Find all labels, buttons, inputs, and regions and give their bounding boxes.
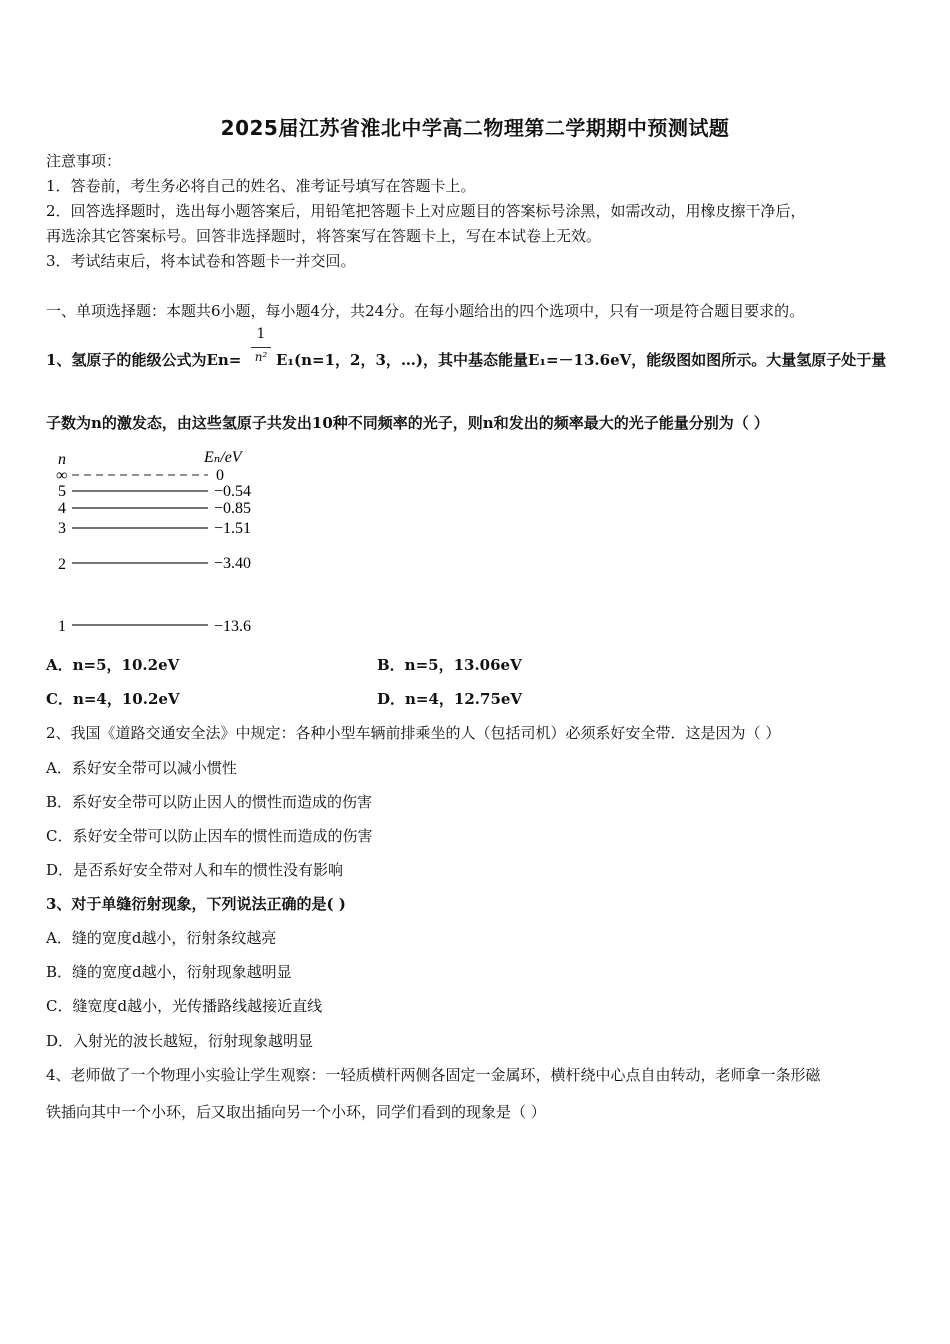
q1-option-d: D．n=4，12.75eV bbox=[377, 690, 523, 708]
level-e-inf: 0 bbox=[216, 467, 224, 484]
level-e-1: −13.6 bbox=[214, 618, 252, 635]
page-title: 2025届江苏省淮北中学高二物理第二学期期中预测试题 bbox=[220, 116, 730, 140]
energy-level-diagram bbox=[46, 440, 276, 640]
level-n-3: 3 bbox=[58, 520, 66, 537]
q3-option-b: B．缝的宽度d越小，衍射现象越明显 bbox=[46, 963, 292, 981]
q2-option-a: A．系好安全带可以减小惯性 bbox=[46, 759, 237, 777]
level-n-2: 2 bbox=[58, 556, 66, 573]
notice-item-1: 1．答卷前，考生务必将自己的姓名、准考证号填写在答题卡上。 bbox=[46, 177, 476, 195]
notice-item-2: 2．回答选择题时，选出每小题答案后，用铅笔把答题卡上对应题目的答案标号涂黑，如需改动，用橡皮擦干净后， bbox=[46, 202, 806, 220]
q1-line1-prefix: 1、氢原子的能级公式为En= bbox=[46, 351, 242, 369]
q1-frac-bar bbox=[251, 347, 271, 348]
q4-line1: 4、老师做了一个物理小实验让学生观察：一轻质横杆两侧各固定一金属环，横杆绕中心点自由转动，老师拿一条形磁 bbox=[46, 1066, 821, 1084]
q3-stem: 3、对于单缝衍射现象，下列说法正确的是( ) bbox=[46, 895, 346, 913]
level-e-3: −1.51 bbox=[214, 520, 252, 537]
q1-option-a: A．n=5，10.2eV bbox=[46, 656, 180, 674]
q2-stem: 2、我国《道路交通安全法》中规定：各种小型车辆前排乘坐的人（包括司机）必须系好安全带．这是因为（ ） bbox=[46, 724, 781, 742]
notice-item-3: 3．考试结束后，将本试卷和答题卡一并交回。 bbox=[46, 252, 356, 270]
notice-item-2-cont: 再选涂其它答案标号。回答非选择题时，将答案写在答题卡上，写在本试卷上无效。 bbox=[46, 227, 602, 245]
level-e-2: −3.40 bbox=[214, 555, 252, 572]
q2-option-b: B．系好安全带可以防止因人的惯性而造成的伤害 bbox=[46, 793, 373, 811]
q1-line1-suffix: E₁(n=1，2，3，…)，其中基态能量E₁=－13.6eV，能级图如图所示。大量氢原子处于量 bbox=[276, 351, 887, 369]
level-e-4: −0.85 bbox=[214, 500, 252, 517]
section-heading: 一、单项选择题：本题共6小题，每小题4分，共24分。在每小题给出的四个选项中，只有一项是符合题目要求的。 bbox=[46, 302, 805, 320]
level-n-1: 1 bbox=[58, 618, 66, 635]
level-n-5: 5 bbox=[58, 483, 66, 500]
q3-option-a: A．缝的宽度d越小，衍射条纹越亮 bbox=[46, 929, 277, 947]
diagram-n-label: n bbox=[58, 451, 66, 468]
q1-frac-numerator: 1 bbox=[256, 326, 266, 342]
q1-line2: 子数为n的激发态，由这些氢原子共发出10种不同频率的光子，则n和发出的频率最大的光子能量分别为（ ） bbox=[46, 414, 769, 432]
level-n-inf: ∞ bbox=[56, 467, 68, 484]
q3-option-c: C．缝宽度d越小，光传播路线越接近直线 bbox=[46, 997, 323, 1015]
level-e-5: −0.54 bbox=[214, 483, 252, 500]
q1-frac-denominator: n² bbox=[254, 350, 268, 364]
q2-option-d: D．是否系好安全带对人和车的惯性没有影响 bbox=[46, 861, 344, 879]
notice-heading: 注意事项： bbox=[46, 152, 122, 170]
q2-option-c: C．系好安全带可以防止因车的惯性而造成的伤害 bbox=[46, 827, 373, 845]
q3-option-d: D．入射光的波长越短，衍射现象越明显 bbox=[46, 1032, 314, 1050]
level-n-4: 4 bbox=[58, 500, 66, 517]
diagram-e-label: Eₙ/eV bbox=[204, 449, 242, 466]
q1-option-c: C．n=4，10.2eV bbox=[46, 690, 180, 708]
q1-option-b: B．n=5，13.06eV bbox=[377, 656, 522, 674]
q4-line2: 铁插向其中一个小环，后又取出插向另一个小环，同学们看到的现象是（ ） bbox=[46, 1103, 546, 1121]
